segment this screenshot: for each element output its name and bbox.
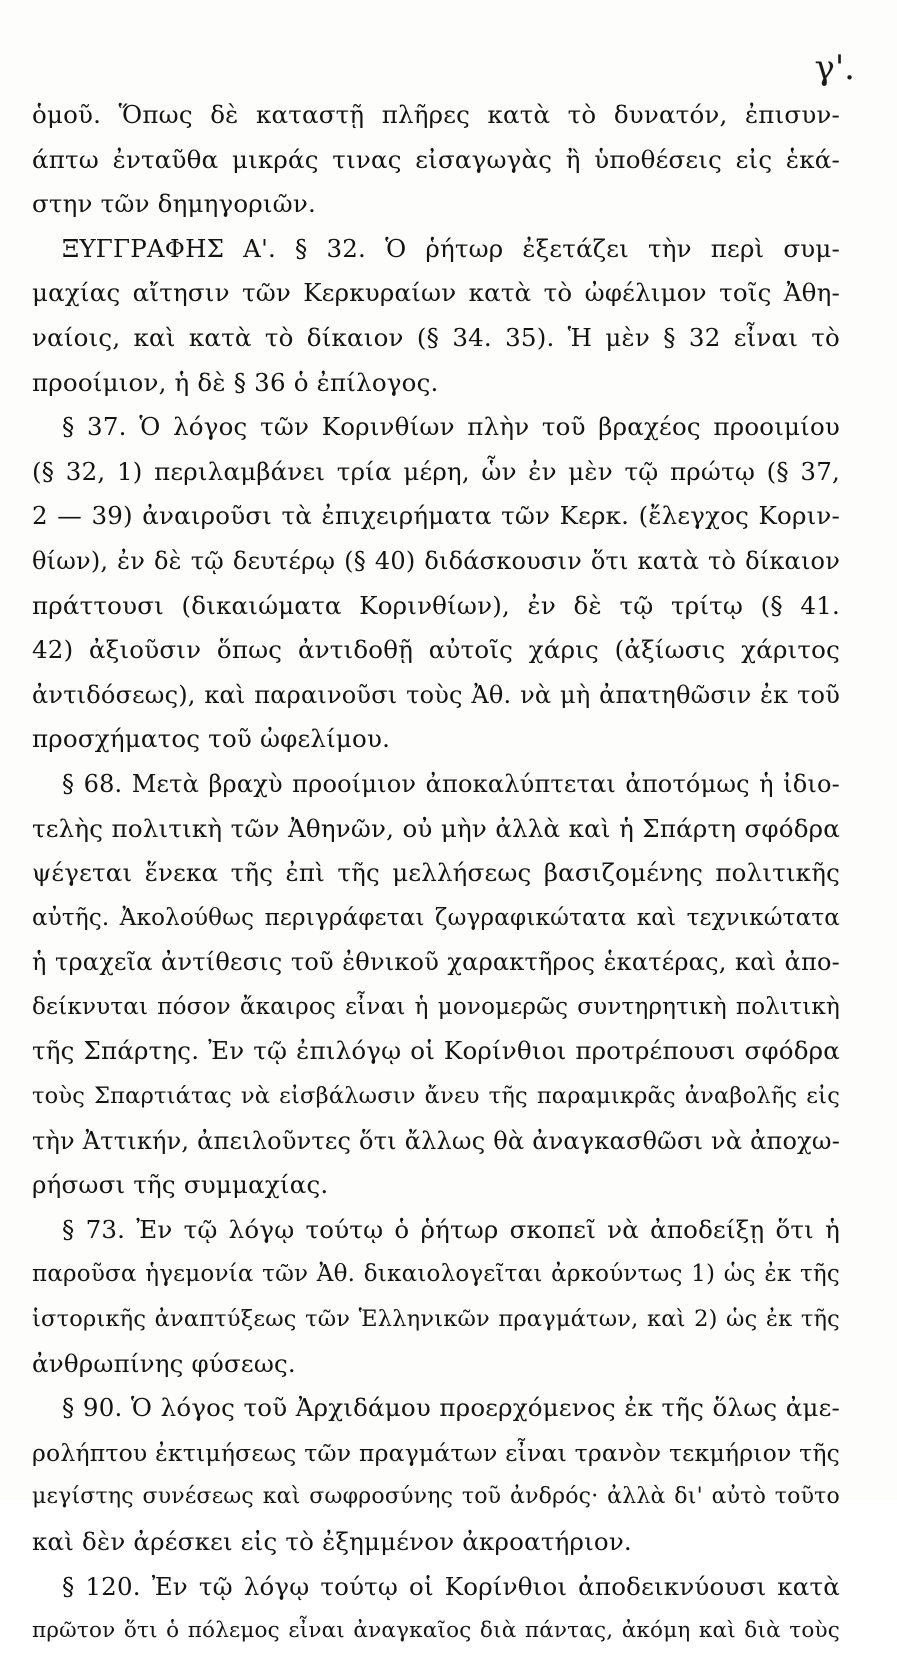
text-line: 2 — 39) ἀναιροῦσι τὰ ἐπιχειρήματα τῶν Κερκ. (ἔλεγχος Κοριν-	[32, 501, 840, 531]
text-line: ὁμοῦ. Ὅπως δὲ καταστῇ πλῆρες κατὰ τὸ δυνατόν, ἐπισυν-	[32, 100, 840, 129]
text-line: § 37. Ὁ λόγος τῶν Κορινθίων πλὴν τοῦ βραχέος προοιμίου	[62, 412, 840, 442]
text-line: τὴν Ἀττικήν, ἀπειλοῦντες ὅτι ἄλλως θὰ ἀναγκασθῶσι νὰ ἀποχω-	[32, 1126, 840, 1155]
text-line: ρήσωσι τῆς συμμαχίας.	[32, 1170, 329, 1200]
text-line: § 120. Ἐν τῷ λόγῳ τούτῳ οἱ Κορίνθιοι ἀποδεικνύουσι κατὰ	[62, 1571, 840, 1601]
text-line: προσχήματος τοῦ ὠφελίμου.	[32, 724, 391, 754]
text-line: πράττουσι (δικαιώματα Κορινθίων), ἐν δὲ τῷ τρίτῳ (§ 41.	[32, 590, 840, 620]
text-line: ἡ τραχεῖα ἀντίθεσις τοῦ ἐθνικοῦ χαρακτῆρος ἑκατέρας, καὶ ἀπο-	[32, 948, 840, 977]
text-line: ΞΥΓΓΡΑΦΗΣ Α'. § 32. Ὁ ῥήτωρ ἐξετάζει τὴν περὶ συμ-	[62, 233, 840, 263]
text-line: πρῶτον ὅτι ὁ πόλεμος εἶναι ἀναγκαῖος διὰ πάντας, ἀκόμη καὶ διὰ τοὺς	[32, 1618, 840, 1644]
text-line: ἀντιδόσεως), καὶ παραινοῦσι τοὺς Ἀθ. νὰ μὴ ἀπατηθῶσιν ἐκ τοῦ	[32, 680, 840, 709]
text-line: τοὺς Σπαρτιάτας νὰ εἰσβάλωσιν ἄνευ τῆς παραμικρᾶς ἀναβολῆς εἰς	[32, 1083, 840, 1110]
text-line: προοίμιον, ἡ δὲ § 36 ὁ ἐπίλογος.	[32, 367, 439, 397]
page-number: γ'.	[814, 48, 855, 88]
text-line: δείκνυται πόσον ἄκαιρος εἶναι ἡ μονομερῶς συντηρητικὴ πολιτικὴ	[32, 993, 840, 1020]
text-line: αὐτῆς. Ἀκολούθως περιγράφεται ζωγραφικώτατα καὶ τεχνικώτατα	[32, 904, 840, 931]
text-line: στην τῶν δημηγοριῶν.	[32, 189, 316, 219]
text-line: ἀνθρωπίνης φύσεως.	[32, 1348, 296, 1378]
text-line: (§ 32, 1) περιλαμβάνει τρία μέρη, ὧν ἐν μὲν τῷ πρώτῳ (§ 37,	[32, 456, 840, 486]
text-line: § 90. Ὁ λόγος τοῦ Ἀρχιδάμου προερχόμενος ἐκ τῆς ὅλως ἀμε-	[62, 1393, 840, 1423]
text-line: ρολήπτου ἐκτιμήσεως τῶν πραγμάτων εἶναι τρανὸν τεκμήριον τῆς	[32, 1438, 840, 1467]
text-line: άπτω ἐνταῦθα μικράς τινας εἰσαγωγὰς ἢ ὑποθέσεις εἰς ἑκά-	[32, 144, 840, 174]
text-line: § 68. Μετὰ βραχὺ προοίμιον ἀποκαλύπτεται ἀποτόμως ἡ ἰδιο-	[62, 769, 840, 798]
text-line: μαχίας αἴτησιν τῶν Κερκυραίων κατὰ τὸ ὠφέλιμον τοῖς Ἀθη-	[32, 278, 840, 308]
text-line: ἱστορικῆς ἀναπτύξεως τῶν Ἑλληνικῶν πραγμάτων, καὶ 2) ὡς ἐκ τῆς	[32, 1306, 840, 1333]
text-line: μεγίστης συνέσεως καὶ σωφροσύνης τοῦ ἀνδρός· ἀλλὰ δι' αὐτὸ τοῦτο	[32, 1484, 840, 1510]
text-line: ναίοις, καὶ κατὰ τὸ δίκαιον (§ 34. 35). Ἡ μὲν § 32 εἶναι τὸ	[32, 322, 840, 352]
text-line: τελὴς πολιτικὴ τῶν Ἀθηνῶν, οὐ μὴν ἀλλὰ καὶ ἡ Σπάρτη σφόδρα	[32, 813, 840, 843]
body-text	[32, 93, 840, 1654]
text-line: καὶ δὲν ἀρέσκει εἰς τὸ ἐξημμένον ἀκροατήριον.	[32, 1527, 632, 1556]
text-line: θίων), ἐν δὲ τῷ δευτέρῳ (§ 40) διδάσκουσιν ὅτι κατὰ τὸ δίκαιον	[32, 546, 840, 575]
text-line: 42) ἀξιοῦσιν ὅπως ἀντιδοθῇ αὐτοῖς χάρις (ἀξίωσις χάριτος	[32, 635, 840, 665]
text-line: παροῦσα ἡγεμονία τῶν Ἀθ. δικαιολογεῖται ἀρκούντως 1) ὡς ἐκ τῆς	[32, 1261, 840, 1288]
text-line: τῆς Σπάρτης. Ἐν τῷ ἐπιλόγῳ οἱ Κορίνθιοι προτρέπουσι σφόδρα	[32, 1036, 840, 1066]
text-line: ψέγεται ἕνεκα τῆς ἐπὶ τῆς μελλήσεως βασιζομένης πολιτικῆς	[32, 858, 840, 888]
text-line: § 73. Ἐν τῷ λόγῳ τούτῳ ὁ ῥήτωρ σκοπεῖ νὰ ἀποδείξῃ ὅτι ἡ	[62, 1214, 840, 1244]
